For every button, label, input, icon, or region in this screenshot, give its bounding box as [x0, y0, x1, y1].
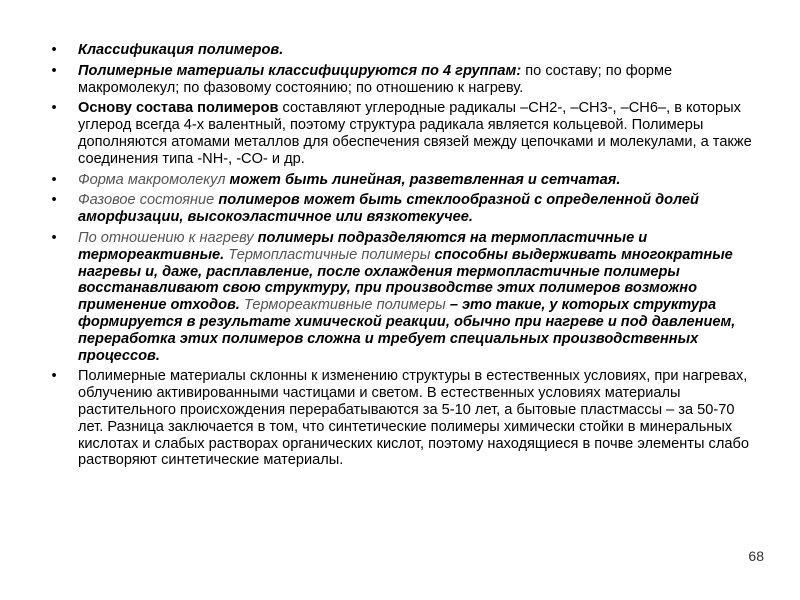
bullet-list — [48, 42, 758, 473]
bullet-item — [48, 230, 758, 364]
bullet-text: По отношению к нагреву — [78, 229, 254, 246]
bullet-item — [48, 63, 758, 97]
bullet-text: может быть линейная, разветвленная и сетчатая. — [225, 171, 621, 188]
bullet-text: Фазовое состояние — [78, 192, 215, 209]
bullet-text: способны выдерживать многократные нагревы и, даже, расплавление, после охлаждения термопластичные полимеры восстанавливают свою структуру, при производстве этих полимеров возможно применение отходов. — [78, 246, 733, 314]
bullet-dot: • — [51, 100, 57, 117]
bullet-text: Классификация полимеров. — [78, 42, 284, 58]
bullet-dot: • — [51, 192, 57, 209]
bullet-item — [48, 368, 758, 469]
bullet-dot: • — [51, 368, 57, 385]
bullet-text: Основу состава полимеров — [78, 100, 279, 117]
bullet-text: полимеров может быть стеклообразной с определенной долей аморфизации, высокоэластичное или вязкотекучее. — [78, 192, 699, 226]
bullet-dot: • — [51, 42, 57, 58]
bullet-text: Термореактивные полимеры — [239, 297, 446, 314]
bullet-text: полимеры подразделяются на термопластичные и термореактивные. — [78, 229, 648, 263]
bullet-text: по составу; по форме макромолекул; по фазовому состоянию; по отношению к нагреву. — [78, 62, 673, 96]
bullet-item — [48, 100, 758, 167]
bullet-dot: • — [51, 229, 57, 246]
bullet-text: Полимерные материалы классифицируются по 4 группам: — [78, 62, 522, 79]
bullet-text: Форма макромолекул — [78, 171, 226, 188]
bullet-text: – это такие, у которых структура формируется в результате химической реакции, обычно при нагреве и под давлением, переработка этих полимеров сложна и требует специальных производственных процессов. — [78, 297, 736, 364]
bullet-text: составляют углеродные радикалы –СН2-, –СН3-, –СН6–, в которых углерод всегда 4-х валентный, поэтому структура радикала является кольцевой. Полимеры дополняются атомами металлов для обеспечения связей между цепочками и молекулами, а также соединения типа -NH-, -CO- и др. — [78, 100, 752, 167]
bullet-item — [48, 192, 758, 226]
bullet-text: Термопластичные полимеры — [224, 246, 431, 263]
bullet-dot: • — [51, 62, 57, 79]
bullet-dot: • — [51, 171, 57, 188]
bullet-text: Полимерные материалы склонны к изменению структуры в естественных условиях, при нагревах, облучению активированными частицами и светом. В естественных условиях материалы растительного происхождения перерабатываются за 5-10 лет, а бытовые пластмассы – за 50-70 лет. Разница заключается в том, что синтетические полимеры химически стойки в минеральных кислотах и слабых растворах органических кислот, поэтому находящиеся в почве элементы слабо растворяют синтетические материалы. — [78, 368, 749, 469]
page-number: 68 — [748, 548, 764, 564]
bullet-item — [48, 172, 758, 189]
bullet-item — [48, 42, 758, 59]
